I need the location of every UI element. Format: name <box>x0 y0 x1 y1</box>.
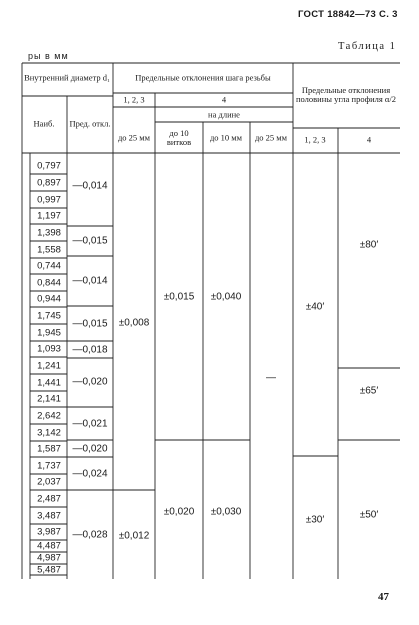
header-angle-deviation: Предельные отклонения половины угла профиля α/2 <box>295 85 397 104</box>
diameter-value: 0,997 <box>37 194 61 206</box>
tolerance-value: —0,018 <box>72 344 108 356</box>
angle-value-grade4: ±65′ <box>359 385 379 397</box>
header-up-to-10mm: до 10 мм <box>209 132 243 143</box>
header-angle-grade-4: 4 <box>366 134 372 145</box>
pitch-value-10mm: ±0,040 <box>210 291 242 303</box>
diameter-value: 1,587 <box>37 443 61 455</box>
diameter-value: 1,737 <box>37 460 61 472</box>
tolerance-value: —0,024 <box>72 468 108 480</box>
pitch-value-10-turns: ±0,020 <box>163 506 195 518</box>
pitch-value-10-turns: ±0,015 <box>163 291 195 303</box>
diameter-value: 3,142 <box>37 427 61 439</box>
header-up-to-25mm-b: до 25 мм <box>254 132 288 143</box>
header-grade-4: 4 <box>221 94 227 105</box>
header-up-to-25mm-a: до 25 мм <box>117 132 151 143</box>
diameter-value: 3,487 <box>37 510 61 522</box>
tolerance-value: —0,015 <box>72 235 108 247</box>
diameter-value: 2,141 <box>37 393 61 405</box>
header-grade-123: 1, 2, 3 <box>123 94 145 105</box>
angle-value-grade4: ±50′ <box>359 509 379 521</box>
diameter-value: 1,398 <box>37 227 61 239</box>
header-diameter: Внутренний диаметр d₁ <box>24 72 110 83</box>
diameter-value: 2,037 <box>37 476 61 488</box>
diameter-value: 2,642 <box>37 410 61 422</box>
header-angle-grade-123: 1, 2, 3 <box>304 134 326 145</box>
diameter-value: 0,744 <box>37 260 61 272</box>
diameter-value: 1,241 <box>37 360 61 372</box>
diameter-value: 3,987 <box>37 526 61 538</box>
diameter-value: 0,797 <box>37 160 61 172</box>
tolerance-value: —0,020 <box>72 376 108 388</box>
tolerance-value: —0,015 <box>72 318 108 330</box>
diameter-value: 0,944 <box>37 293 61 305</box>
tolerance-value: —0,014 <box>72 275 108 287</box>
tolerance-value: —0,014 <box>72 180 108 192</box>
angle-value-grade4: ±80′ <box>359 239 379 251</box>
pitch-value-25mm: — <box>266 372 276 384</box>
pitch-value-grade123: ±0,008 <box>118 317 150 329</box>
pitch-value-grade123: ±0,012 <box>118 530 150 542</box>
header-up-to-10-turns: до 10 витков <box>166 128 192 147</box>
diameter-value: 1,093 <box>37 343 61 355</box>
header-pitch-deviation: Предельные отклонения шага резьбы <box>135 72 271 83</box>
diameter-value: 0,897 <box>37 177 61 189</box>
angle-value-grade123: ±30′ <box>305 514 325 526</box>
diameter-value: 1,558 <box>37 244 61 256</box>
diameter-value: 5,487 <box>37 564 61 576</box>
angle-value-grade123: ±40′ <box>305 301 325 313</box>
tolerance-value: —0,028 <box>72 529 108 541</box>
header-on-length: на длине <box>208 109 240 120</box>
units-label: ры в мм <box>28 51 69 61</box>
header-nominal: Наиб. <box>33 118 55 129</box>
header-tolerance: Пред. откл. <box>69 118 111 129</box>
diameter-value: 4,487 <box>37 540 61 552</box>
diameter-value: 1,441 <box>37 377 61 389</box>
gost-header: ГОСТ 18842—73 С. 3 <box>298 9 398 20</box>
diameter-value: 2,487 <box>37 493 61 505</box>
tolerance-value: —0,020 <box>72 443 108 455</box>
diameter-value: 1,945 <box>37 327 61 339</box>
diameter-value: 1,745 <box>37 310 61 322</box>
diameter-value: 4,987 <box>37 552 61 564</box>
page-number: 47 <box>378 591 389 603</box>
diameter-value: 0,844 <box>37 277 61 289</box>
diameter-value: 1,197 <box>37 210 61 222</box>
tolerance-value: —0,021 <box>72 418 108 430</box>
table-label: Таблица 1 <box>338 41 397 52</box>
pitch-value-10mm: ±0,030 <box>210 506 242 518</box>
